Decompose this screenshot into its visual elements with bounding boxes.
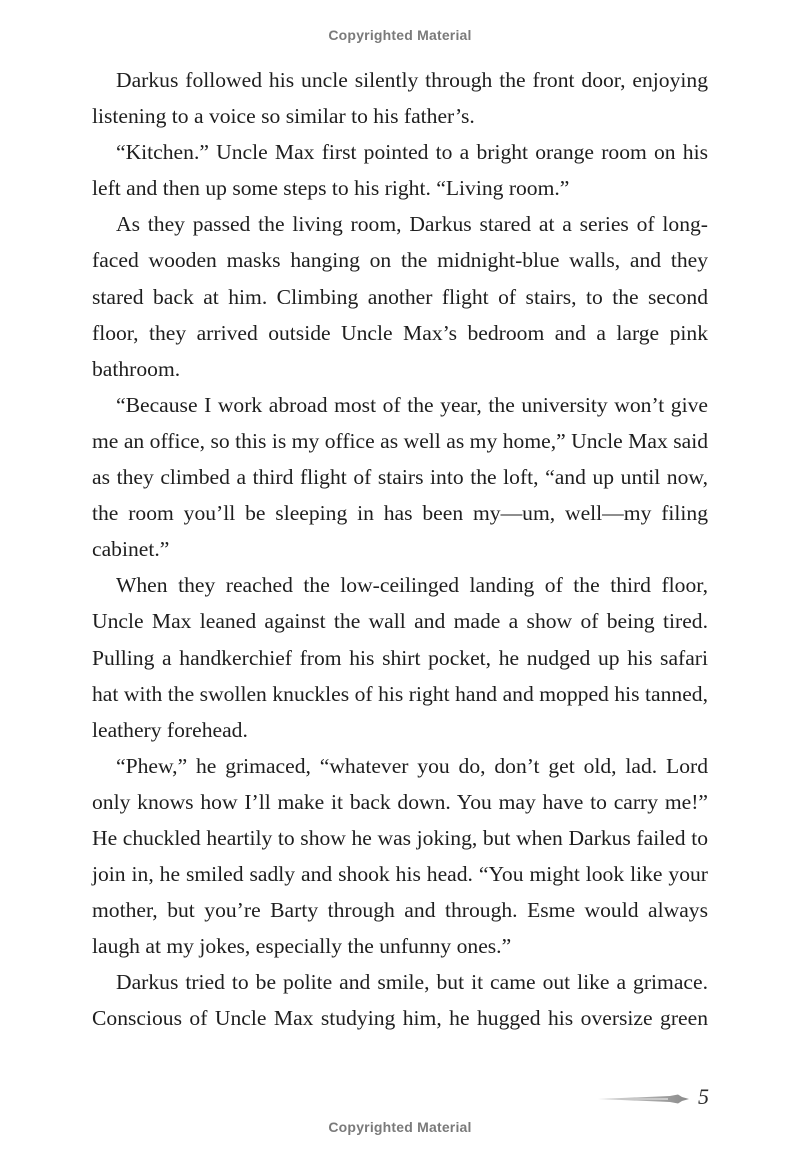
paragraph-3: As they passed the living room, Darkus stared at a series of long-faced wooden masks hanging on the midnight-blue walls, and they stared back at him. Climbing another flight of stairs, to the second floor, they arrived outside Uncle Max’s bedroom and a large pink bathroom. (92, 212, 708, 381)
page-ornament-icon (598, 1093, 690, 1105)
paragraph-1: Darkus followed his uncle silently through the front door, enjoying listening to a voice so similar to his father’s. (92, 68, 708, 129)
paragraph-7: Darkus tried to be polite and smile, but it came out like a grimace. Conscious of Uncle Max studying him, he hugged his oversize green (92, 970, 708, 1031)
paragraph-4: “Because I work abroad most of the year, the university won’t give me an office, so this is my office as well as my home,” Uncle Max said as they climbed a third flight of stairs into the loft, “and up until now, the room you’ll be sleeping in has been my—um, well—my filing cabinet.” (92, 392, 708, 562)
paragraph-5: When they reached the low-ceilinged landing of the third floor, Uncle Max leaned against the wall and made a show of being tired. Pulling a handkerchief from his shirt pocket, he nudged up his safari hat with the swollen knuckles of his right hand and mopped his tanned, leathery forehead. (92, 573, 708, 742)
header-copyright: Copyrighted Material (328, 27, 472, 43)
paragraph-6: “Phew,” he grimaced, “whatever you do, don’t get old, lad. Lord only knows how I’ll make it back down. You may have to carry me!” He chuckled heartily to show he was joking, but when Darkus failed to join in, he smiled sadly and shook his head. “You might look like your mother, but you’re Barty through and through. Esme would always laugh at my jokes, especially the unfunny ones.” (92, 753, 708, 959)
page-number: 5 (698, 1084, 709, 1109)
body-text (92, 62, 708, 1037)
footer-copyright: Copyrighted Material (328, 1119, 472, 1135)
paragraph-2: “Kitchen.” Uncle Max first pointed to a bright orange room on his left and then up some steps to his right. “Living room.” (92, 140, 708, 201)
page-folio (598, 1084, 714, 1114)
